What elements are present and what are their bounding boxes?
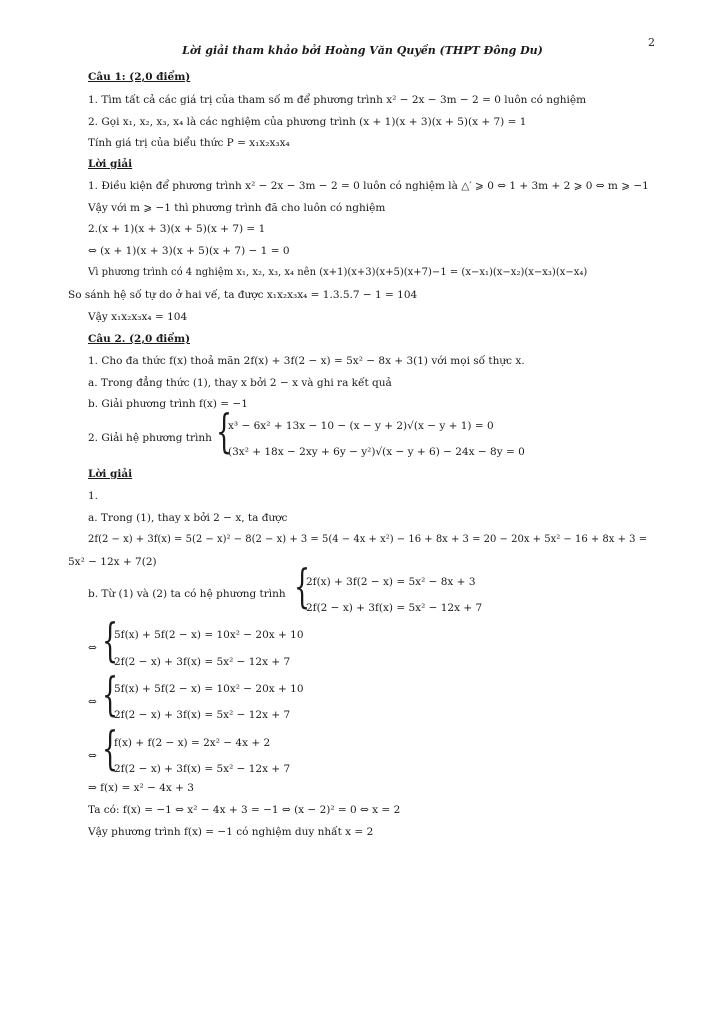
page-header: Lời giải tham khảo bởi Hoàng Văn Quyền (THPT Đông Du) xyxy=(182,44,543,57)
s1-line2: Vậy với m ⩾ −1 thì phương trình đã cho luôn có nghiệm xyxy=(88,202,386,214)
system-4-eq2: 2f(2 − x) + 3f(x) = 5x² − 12x + 7 xyxy=(114,709,291,721)
equiv-symbol-1: ⇔ xyxy=(88,642,97,654)
s2-line5: b. Từ (1) và (2) ta có hệ phương trình xyxy=(88,588,286,600)
q1-expression: Tính giá trị của biểu thức P = x₁x₂x₃x₄ xyxy=(88,137,290,149)
s1-line6: So sánh hệ số tự do ở hai vế, ta được x₁x₂x₃x₄ = 1.3.5.7 − 1 = 104 xyxy=(68,289,418,301)
solution-heading-1: Lời giải xyxy=(88,158,133,170)
q1-part1: 1. Tìm tất cả các giá trị của tham số m để phương trình x² − 2x − 3m − 2 = 0 luôn có nghiệm xyxy=(88,94,587,106)
system-brace: { xyxy=(216,404,233,458)
system-brace: { xyxy=(102,721,119,775)
s1-line1: 1. Điều kiện để phương trình x² − 2x − 3m − 2 = 0 luôn có nghiệm là △′ ⩾ 0 ⇔ 1 + 3m + 2 ⩾ 0 ⇔ m ⩾ −1 xyxy=(88,180,649,192)
s2-line1: 1. xyxy=(88,490,99,502)
s2-line2: a. Trong (1), thay x bởi 2 − x, ta được xyxy=(88,512,288,524)
q2-part1a: a. Trong đẳng thức (1), thay x bởi 2 − x và ghi ra kết quả xyxy=(88,377,392,389)
system-1-eq1: x³ − 6x² + 13x − 10 − (x − y + 2)√(x − y + 1) = 0 xyxy=(228,420,494,432)
question-1-title: Câu 1: (2,0 điểm) xyxy=(88,71,191,83)
solution-heading-2: Lời giải xyxy=(88,468,133,480)
s2-line7: Ta có: f(x) = −1 ⇔ x² − 4x + 3 = −1 ⇔ (x − 2)² = 0 ⇔ x = 2 xyxy=(88,804,401,816)
page-number: 2 xyxy=(648,36,655,49)
system-1-eq2: (3x² + 18x − 2xy + 6y − y²)√(x − y + 6) − 24x − 8y = 0 xyxy=(228,446,525,458)
question-2-title: Câu 2. (2,0 điểm) xyxy=(88,333,191,345)
s2-line8: Vậy phương trình f(x) = −1 có nghiệm duy nhất x = 2 xyxy=(88,826,374,838)
s2-line4: 5x² − 12x + 7(2) xyxy=(68,556,157,568)
system-5-eq2: 2f(2 − x) + 3f(x) = 5x² − 12x + 7 xyxy=(114,763,291,775)
s2-line3: 2f(2 − x) + 3f(x) = 5(2 − x)² − 8(2 − x) + 3 = 5(4 − 4x + x²) − 16 + 8x + 3 = 20 − 20x + 5x² − 16 + 8x + 3 = xyxy=(88,534,648,545)
equiv-symbol-2: ⇔ xyxy=(88,696,97,708)
system-2-eq2: 2f(2 − x) + 3f(x) = 5x² − 12x + 7 xyxy=(306,602,483,614)
s1-line4: ⇔ (x + 1)(x + 3)(x + 5)(x + 7) − 1 = 0 xyxy=(88,245,290,257)
q2-part2-label: 2. Giải hệ phương trình xyxy=(88,432,212,444)
system-brace: { xyxy=(102,667,119,721)
s1-line7: Vậy x₁x₂x₃x₄ = 104 xyxy=(88,311,188,323)
system-3-eq1: 5f(x) + 5f(2 − x) = 10x² − 20x + 10 xyxy=(114,629,304,641)
q2-part1: 1. Cho đa thức f(x) thoả mãn 2f(x) + 3f(2 − x) = 5x² − 8x + 3(1) với mọi số thực x. xyxy=(88,355,525,367)
equiv-symbol-3: ⇔ xyxy=(88,750,97,762)
system-4-eq1: 5f(x) + 5f(2 − x) = 10x² − 20x + 10 xyxy=(114,683,304,695)
s1-line5: Vì phương trình có 4 nghiệm x₁, x₂, x₃, x₄ nên (x+1)(x+3)(x+5)(x+7)−1 = (x−x₁)(x−x₂)(x−x₃)(x−x₄) xyxy=(88,267,588,278)
question-1-heading xyxy=(88,70,190,84)
question-2-heading xyxy=(88,332,190,346)
system-brace: { xyxy=(102,613,119,667)
q2-part1b: b. Giải phương trình f(x) = −1 xyxy=(88,398,248,410)
system-2-eq1: 2f(x) + 3f(2 − x) = 5x² − 8x + 3 xyxy=(306,576,476,588)
q1-part2: 2. Gọi x₁, x₂, x₃, x₄ là các nghiệm của phương trình (x + 1)(x + 3)(x + 5)(x + 7) = 1 xyxy=(88,116,527,128)
system-3-eq2: 2f(2 − x) + 3f(x) = 5x² − 12x + 7 xyxy=(114,656,291,668)
s1-line3: 2.(x + 1)(x + 3)(x + 5)(x + 7) = 1 xyxy=(88,223,266,235)
s2-line6: ⇒ f(x) = x² − 4x + 3 xyxy=(88,782,194,794)
system-5-eq1: f(x) + f(2 − x) = 2x² − 4x + 2 xyxy=(114,737,271,749)
system-brace: { xyxy=(294,559,311,613)
